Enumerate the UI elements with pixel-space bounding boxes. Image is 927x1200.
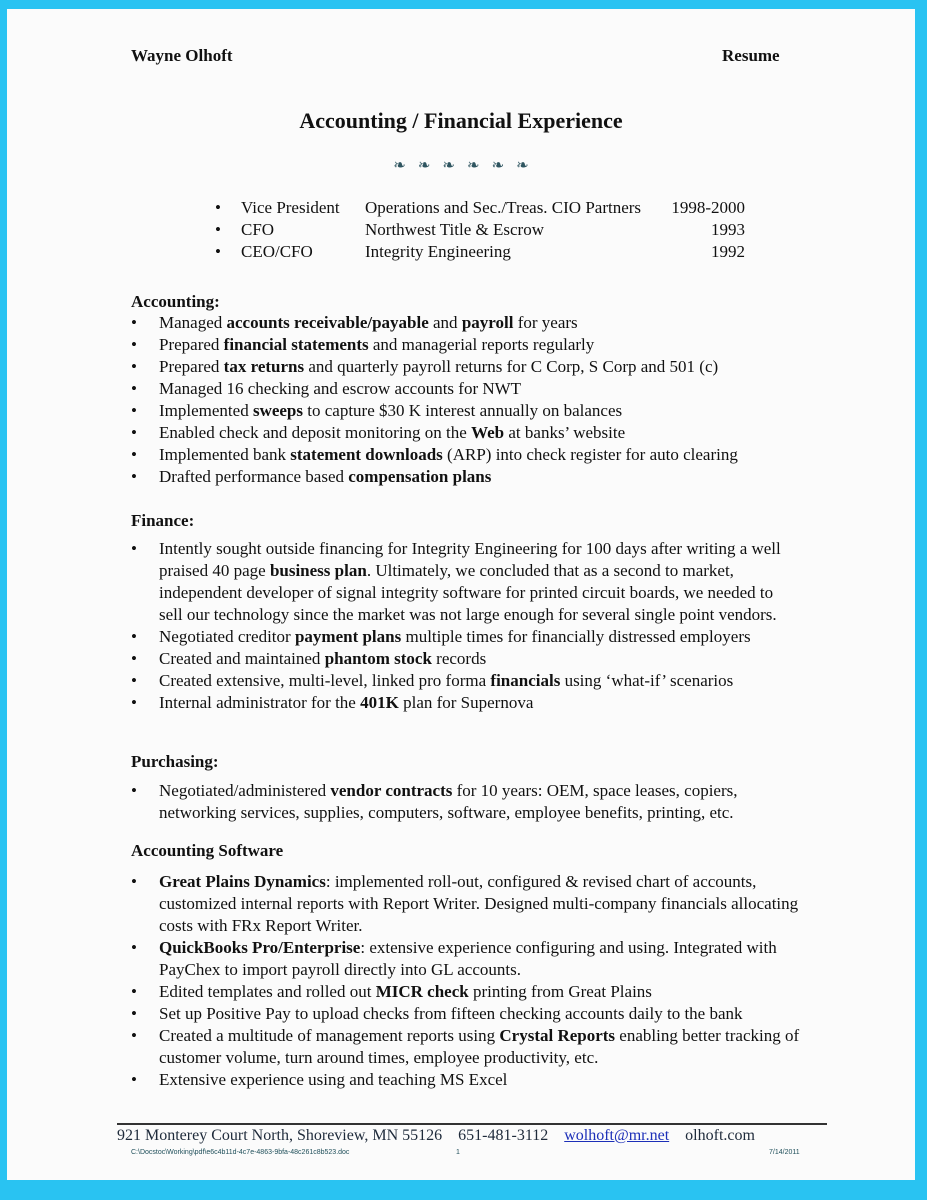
header-name: Wayne Olhoft (131, 46, 233, 65)
item-text: Created and maintained (159, 649, 325, 668)
emphasis-text: tax returns (223, 357, 305, 376)
section-heading-purchasing: Purchasing: (131, 752, 219, 771)
list-item (131, 334, 811, 356)
item-text: and managerial reports regularly (368, 335, 595, 354)
bullet-icon: • (131, 649, 137, 668)
bullet-icon: • (131, 539, 137, 558)
bullet-icon: • (131, 982, 137, 1001)
emphasis-text: statement downloads (290, 445, 443, 464)
list-item (131, 422, 811, 444)
role-title: Vice President (241, 198, 340, 217)
item-text: Negotiated creditor (159, 627, 295, 646)
footer-phone: 651-481-3112 (458, 1127, 549, 1144)
item-text: and quarterly payroll returns for C Corp, S Corp and 501 (c) (304, 357, 719, 376)
item-text: plan for Supernova (398, 693, 534, 712)
page-title: Accounting / Financial Experience (299, 108, 623, 133)
item-text: : extensive experience configuring and using. Integrated with PayChex to import payroll directly into GL accounts. (159, 938, 777, 979)
ornament-row (7, 156, 915, 175)
emphasis-text: Web (471, 423, 505, 442)
bullet-icon: • (131, 335, 137, 354)
footer-website: olhoft.com (685, 1127, 755, 1144)
item-text: Enabled check and deposit monitoring on the (159, 423, 472, 442)
emphasis-text: business plan (269, 561, 367, 580)
emphasis-text: Crystal Reports (499, 1026, 616, 1045)
swirl-ornament-icon: ❧ (467, 158, 480, 174)
item-text: Internal administrator for the (159, 693, 361, 712)
emphasis-text: compensation plans (348, 467, 492, 486)
section-heading-finance: Finance: (131, 511, 195, 530)
role-years: 1998-2000 (671, 198, 745, 217)
bullet-icon: • (131, 423, 137, 442)
list-item (131, 444, 811, 466)
role-title: CEO/CFO (241, 242, 313, 261)
footer-address: 921 Monterey Court North, Shoreview, MN 55126 (117, 1127, 443, 1144)
footer-divider (117, 1123, 827, 1125)
item-text: printing from Great Plains (468, 982, 652, 1001)
list-item (131, 648, 791, 670)
header-doc-type: Resume (722, 46, 780, 65)
role-row (215, 219, 745, 241)
item-text: records (431, 649, 487, 668)
role-organization: Integrity Engineering (365, 242, 511, 261)
emphasis-text: financial statements (223, 335, 369, 354)
item-text: Managed 16 checking and escrow accounts for NWT (159, 379, 522, 398)
swirl-ornament-icon: ❧ (393, 158, 406, 174)
swirl-ornament-icon: ❧ (491, 158, 505, 174)
footer-page-number: 1 (456, 1149, 460, 1156)
swirl-ornament-icon: ❧ (442, 158, 455, 174)
role-organization: Operations and Sec./Treas. CIO Partners (365, 198, 642, 217)
accounting-list (131, 312, 811, 488)
item-text: Prepared (159, 335, 224, 354)
list-item (131, 937, 801, 981)
footer-date: 7/14/2011 (769, 1149, 800, 1156)
list-item (131, 1003, 801, 1025)
item-text: Created extensive, multi-level, linked pro forma (159, 671, 491, 690)
software-list (131, 871, 801, 1091)
bullet-icon: • (131, 1070, 137, 1089)
bullet-icon: • (215, 242, 221, 261)
item-text: at banks’ website (504, 423, 626, 442)
item-text: and (428, 313, 462, 332)
section-heading-accounting: Accounting: (131, 292, 220, 311)
section-heading-software: Accounting Software (131, 841, 284, 860)
item-text: to capture $30 K interest annually on balances (303, 401, 623, 420)
bullet-icon: • (131, 693, 137, 712)
list-item (131, 1025, 801, 1069)
list-item (131, 871, 801, 937)
swirl-ornament-icon: ❧ (417, 158, 431, 174)
role-years: 1992 (711, 242, 745, 261)
item-text: Negotiated/administered (159, 781, 331, 800)
swirl-ornament-icon: ❧ (516, 158, 529, 174)
item-text: using ‘what-if’ scenarios (560, 671, 734, 690)
item-text: Implemented (159, 401, 253, 420)
list-item (131, 356, 811, 378)
bullet-icon: • (131, 357, 137, 376)
role-row (215, 197, 745, 219)
bullet-icon: • (131, 313, 137, 332)
emphasis-text: MICR check (375, 982, 469, 1001)
list-item (131, 378, 811, 400)
item-text: Drafted performance based (159, 467, 349, 486)
role-organization: Northwest Title & Escrow (365, 220, 544, 239)
item-text: enabling better tracking of customer volume, turn around times, employee productivity, etc. (159, 1026, 800, 1067)
bullet-icon: • (131, 445, 137, 464)
bullet-icon: • (131, 1026, 137, 1045)
footer-contact (117, 1127, 755, 1145)
item-text: multiple times for financially distressed employers (401, 627, 751, 646)
list-item (131, 466, 811, 488)
item-text: for years (513, 313, 578, 332)
role-summary-list (215, 197, 745, 267)
item-text: Prepared (159, 357, 224, 376)
emphasis-text: payment plans (294, 627, 402, 646)
emphasis-text: Great Plains Dynamics (159, 872, 326, 891)
role-row (215, 241, 745, 263)
bullet-icon: • (131, 872, 137, 891)
bullet-icon: • (131, 379, 137, 398)
footer-email-link[interactable]: wolhoft@mr.net (564, 1127, 670, 1144)
finance-list (131, 538, 791, 714)
bullet-icon: • (131, 627, 137, 646)
item-text: for 10 years: OEM, space leases, copiers, networking services, supplies, computers, software, employee benefits, printing, etc. (159, 781, 738, 822)
item-text: Intently sought outside financing for Integrity Engineering for 100 days after writing a well praised 40 page (159, 539, 781, 580)
item-text: : implemented roll-out, configured & revised chart of accounts, customized internal reports with Report Writer. Designed multi-company financials allocating costs with FRx Report Writer. (159, 872, 799, 935)
list-item (131, 626, 791, 648)
emphasis-text: payroll (461, 313, 514, 332)
bullet-icon: • (131, 401, 137, 420)
list-item (131, 670, 791, 692)
item-text: Extensive experience using and teaching MS Excel (159, 1070, 508, 1089)
emphasis-text: sweeps (252, 401, 304, 420)
bullet-icon: • (131, 671, 137, 690)
item-text: Implemented bank (159, 445, 291, 464)
list-item (131, 780, 791, 824)
emphasis-text: financials (490, 671, 561, 690)
emphasis-text: phantom stock (324, 649, 432, 668)
list-item (131, 312, 811, 334)
item-text: Created a multitude of management reports using (159, 1026, 500, 1045)
role-years: 1993 (711, 220, 745, 239)
bullet-icon: • (131, 781, 137, 800)
emphasis-text: QuickBooks Pro/Enterprise (159, 938, 361, 957)
emphasis-text: 401K (360, 693, 399, 712)
footer-file-path: C:\Docstoc\Working\pdf\e6c4b11d-4c7e-4863-9bfa-48c261c8b523.doc (131, 1149, 350, 1156)
bullet-icon: • (131, 1004, 137, 1023)
purchasing-list (131, 780, 791, 824)
list-item (131, 400, 811, 422)
list-item (131, 1069, 801, 1091)
bullet-icon: • (131, 938, 137, 957)
bullet-icon: • (215, 220, 221, 239)
list-item (131, 981, 801, 1003)
item-text: (ARP) into check register for auto clearing (442, 445, 738, 464)
bullet-icon: • (215, 198, 221, 217)
resume-page (7, 9, 915, 1180)
bullet-icon: • (131, 467, 137, 486)
item-text: Edited templates and rolled out (159, 982, 376, 1001)
item-text: Managed (159, 313, 227, 332)
emphasis-text: accounts receivable/payable (226, 313, 429, 332)
role-title: CFO (241, 220, 275, 239)
item-text: Set up Positive Pay to upload checks from fifteen checking accounts daily to the bank (159, 1004, 743, 1023)
emphasis-text: vendor contracts (330, 781, 453, 800)
item-text: . Ultimately, we concluded that as a second to market, independent developer of signal integrity software for printed circuit boards, we needed to sell our technology since the market was not large enough for several single point vendors. (159, 561, 777, 624)
list-item (131, 692, 791, 714)
list-item (131, 538, 791, 626)
